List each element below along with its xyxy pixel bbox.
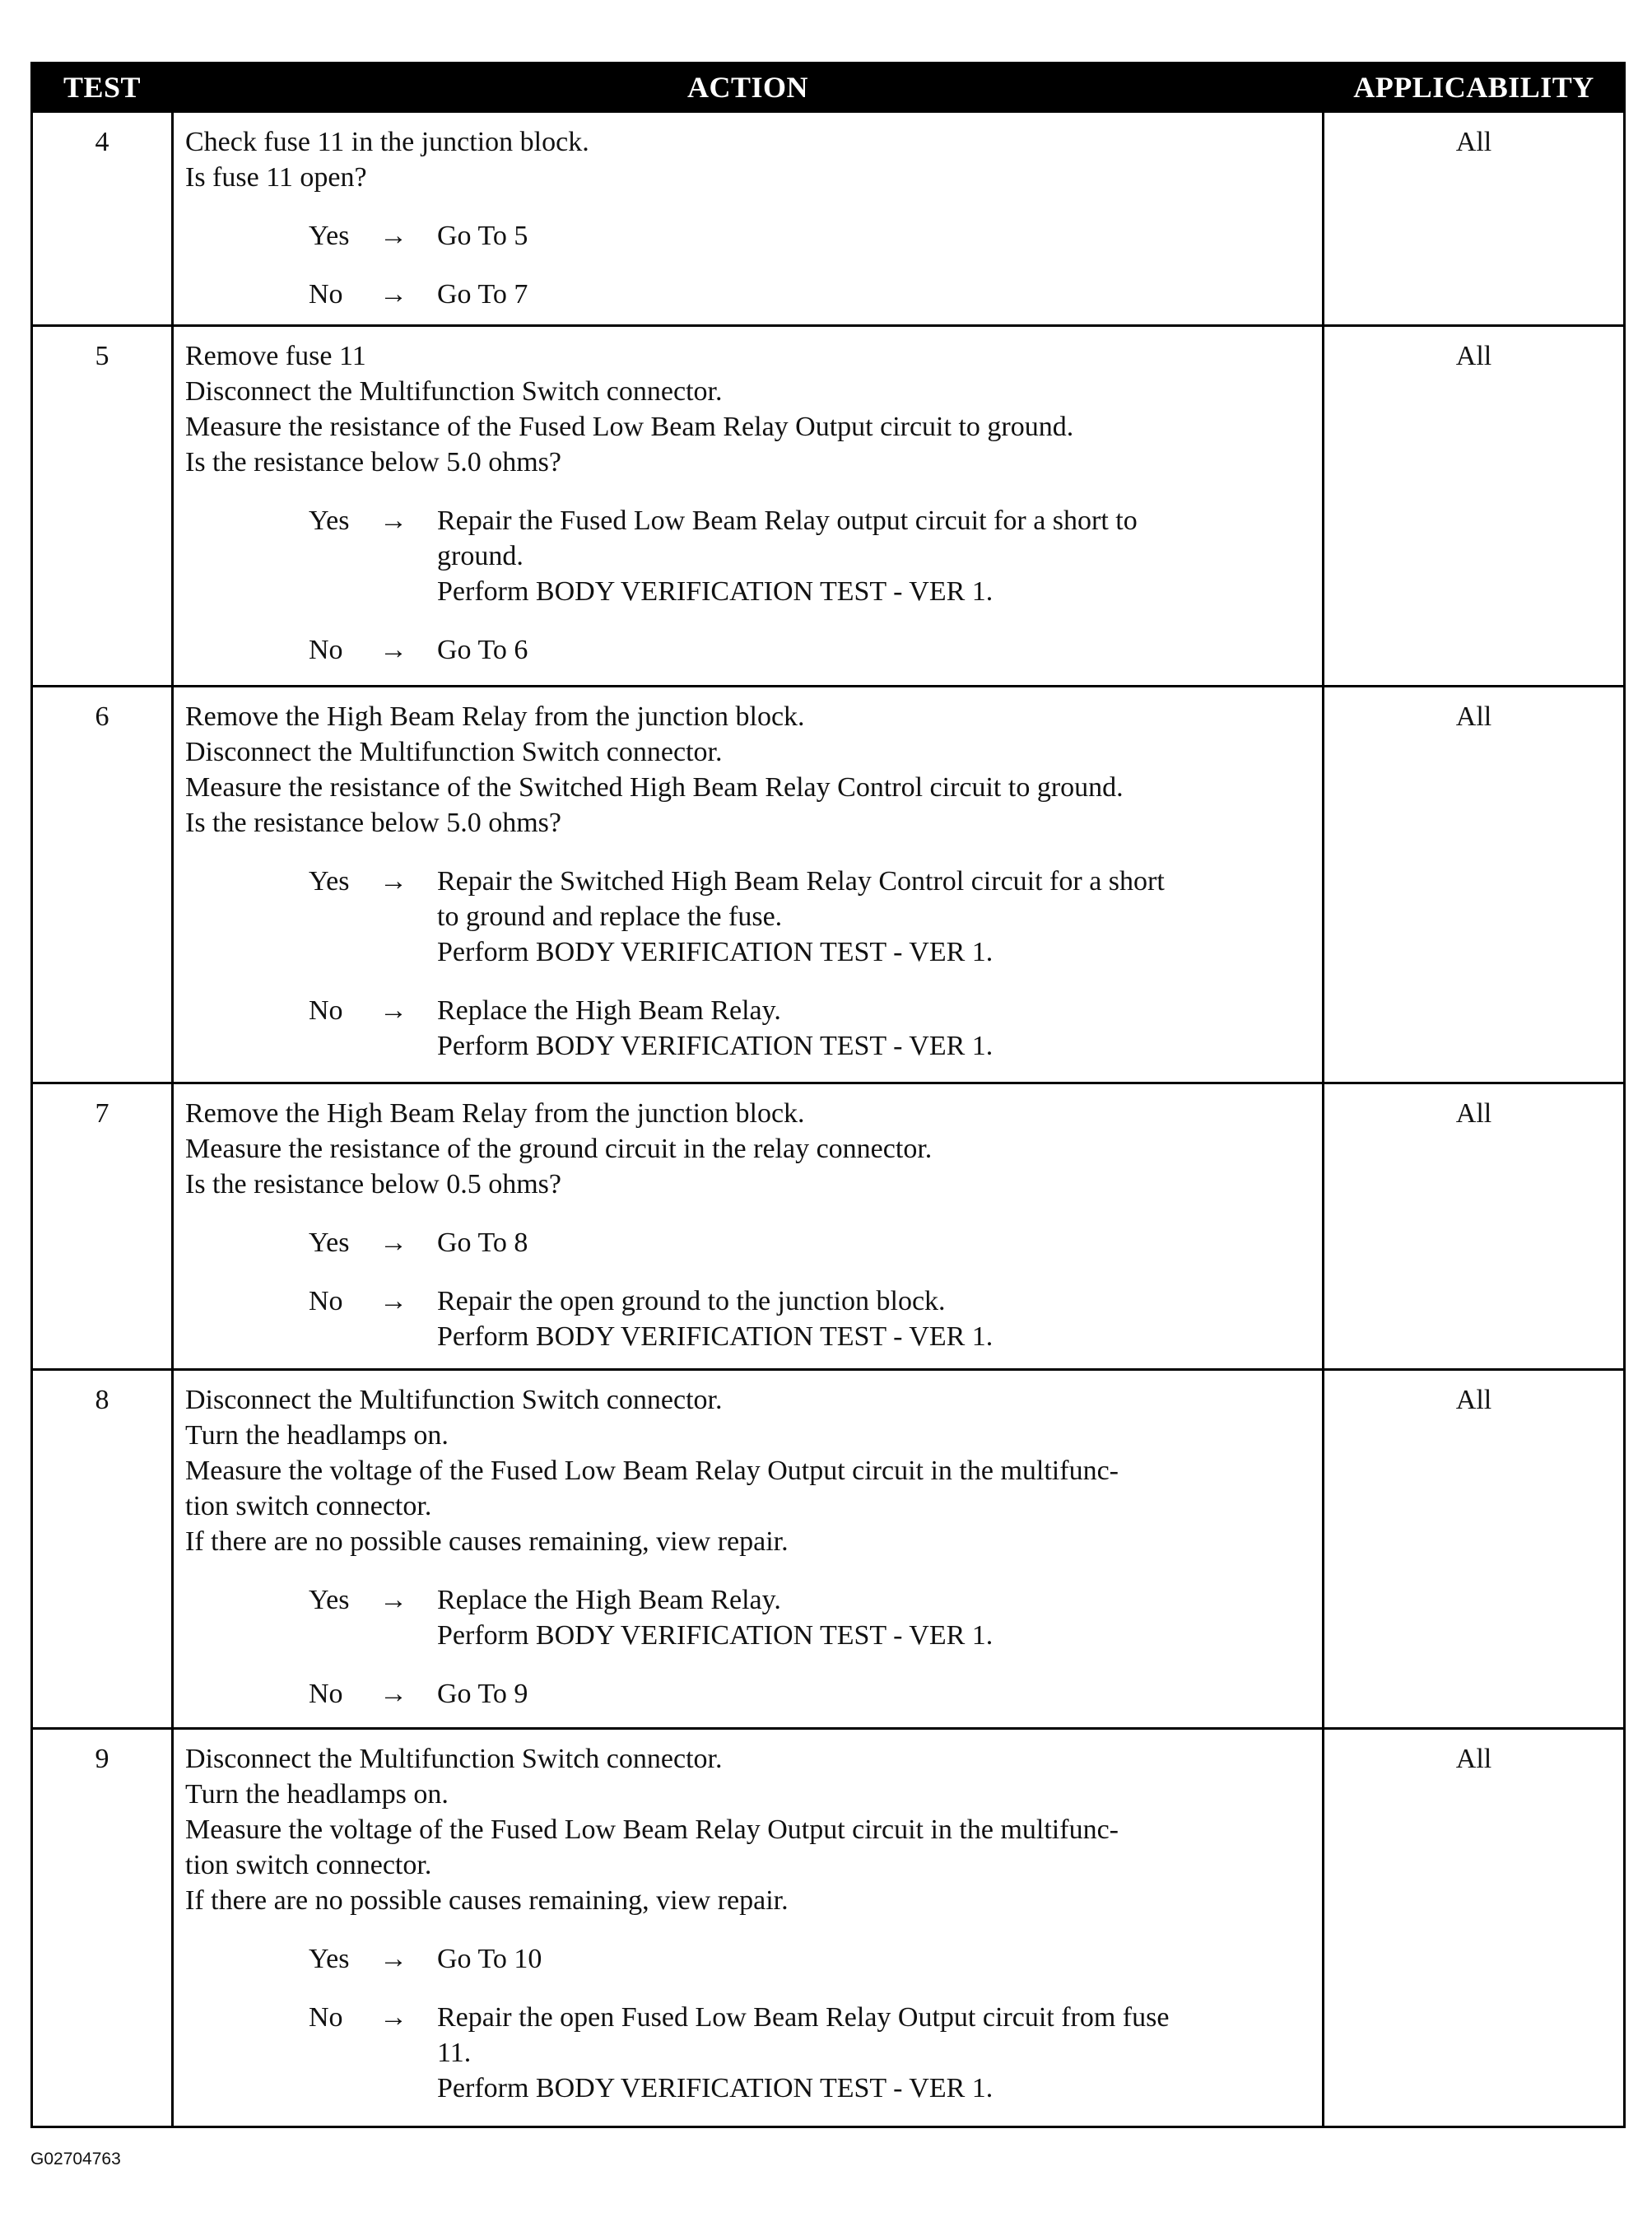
answer-result-line: Perform BODY VERIFICATION TEST - VER 1. — [437, 1031, 994, 1061]
answer-no — [185, 2000, 1314, 2106]
applicability-value: All — [1324, 1729, 1625, 2127]
test-number: 9 — [32, 1729, 173, 2127]
action-step-text: tion switch connector. — [185, 1491, 432, 1521]
answer-result — [437, 632, 1314, 668]
answer-result — [437, 1225, 1314, 1260]
answer-list — [185, 1225, 1314, 1354]
applicability-value: All — [1324, 687, 1625, 1083]
action-step-text: If there are no possible causes remaining, view repair. — [185, 1885, 789, 1916]
test-number: 5 — [32, 326, 173, 687]
arrow-icon: → — [379, 1585, 407, 1615]
action-step-text: Disconnect the Multifunction Switch connector. — [185, 376, 723, 407]
answer-no — [185, 1676, 1314, 1712]
answer-label: No — [309, 995, 343, 1026]
action-step-text: Is fuse 11 open? — [185, 162, 367, 193]
answer-result — [437, 277, 1314, 312]
answer-result — [437, 864, 1314, 970]
answer-result-line: 11. — [437, 2038, 472, 2068]
action-cell — [173, 1083, 1324, 1370]
action-cell — [173, 1370, 1324, 1729]
test-number: 6 — [32, 687, 173, 1083]
answer-result — [437, 503, 1314, 609]
diagnostic-test-table — [30, 62, 1626, 2128]
answer-result-line: Repair the Switched High Beam Relay Control circuit for a short — [437, 866, 1165, 897]
table-header-row — [32, 63, 1625, 112]
header-test: TEST — [32, 63, 173, 112]
answer-result-line: ground. — [437, 541, 524, 571]
action-step-text: Disconnect the Multifunction Switch connector. — [185, 737, 723, 767]
test-number: 8 — [32, 1370, 173, 1729]
arrow-icon: → — [379, 635, 407, 665]
answer-label: Yes — [309, 221, 350, 251]
action-step-text: Is the resistance below 5.0 ohms? — [185, 447, 561, 477]
table-row — [32, 1729, 1625, 2127]
answer-result — [437, 1676, 1314, 1712]
header-applicability: APPLICABILITY — [1324, 63, 1625, 112]
figure-code: G02704763 — [30, 2150, 121, 2168]
answer-result-line: Replace the High Beam Relay. — [437, 995, 781, 1026]
action-step-text: Disconnect the Multifunction Switch connector. — [185, 1744, 723, 1774]
answer-label: Yes — [309, 1227, 350, 1258]
answer-list — [185, 1582, 1314, 1712]
table-row — [32, 1370, 1625, 1729]
answer-label: Yes — [309, 1944, 350, 1974]
test-number: 7 — [32, 1083, 173, 1370]
arrow-icon: → — [379, 1227, 407, 1258]
answer-result-line: Go To 5 — [437, 221, 528, 251]
applicability-value: All — [1324, 1083, 1625, 1370]
table-row — [32, 112, 1625, 326]
answer-result — [437, 1582, 1314, 1653]
answer-yes — [185, 1225, 1314, 1260]
answer-result-line: Perform BODY VERIFICATION TEST - VER 1. — [437, 576, 994, 607]
answer-no — [185, 632, 1314, 668]
answer-label: No — [309, 2002, 343, 2033]
applicability-value: All — [1324, 1370, 1625, 1729]
answer-label: Yes — [309, 505, 350, 536]
table-row — [32, 326, 1625, 687]
answer-yes — [185, 864, 1314, 970]
arrow-icon: → — [379, 1944, 407, 1974]
answer-list — [185, 503, 1314, 668]
action-step-text: Remove the High Beam Relay from the junction block. — [185, 701, 805, 732]
action-step-text: Check fuse 11 in the junction block. — [185, 127, 589, 157]
action-step-text: Measure the resistance of the Fused Low Beam Relay Output circuit to ground. — [185, 412, 1074, 442]
answer-result-line: Go To 8 — [437, 1227, 528, 1258]
action-cell — [173, 687, 1324, 1083]
answer-result-line: Go To 10 — [437, 1944, 542, 1974]
arrow-icon: → — [379, 279, 407, 310]
table-row — [32, 1083, 1625, 1370]
action-cell — [173, 326, 1324, 687]
answer-label: No — [309, 1679, 343, 1709]
answer-result — [437, 218, 1314, 254]
action-step-text: If there are no possible causes remaining, view repair. — [185, 1526, 789, 1557]
answer-label: Yes — [309, 866, 350, 897]
action-step-text: tion switch connector. — [185, 1850, 432, 1880]
action-step-text: Remove fuse 11 — [185, 341, 366, 371]
answer-result-line: Go To 6 — [437, 635, 528, 665]
action-step-text: Is the resistance below 5.0 ohms? — [185, 808, 561, 838]
answer-yes — [185, 503, 1314, 609]
answer-result-line: Go To 9 — [437, 1679, 528, 1709]
answer-no — [185, 1283, 1314, 1354]
table-body — [32, 112, 1625, 2127]
answer-result-line: Repair the open ground to the junction block. — [437, 1286, 946, 1316]
arrow-icon: → — [379, 1286, 407, 1316]
answer-result-line: Perform BODY VERIFICATION TEST - VER 1. — [437, 1620, 994, 1651]
arrow-icon: → — [379, 995, 407, 1026]
action-step-text: Measure the resistance of the Switched High Beam Relay Control circuit to ground. — [185, 772, 1124, 803]
answer-no — [185, 277, 1314, 312]
answer-result-line: Perform BODY VERIFICATION TEST - VER 1. — [437, 2073, 994, 2103]
applicability-value: All — [1324, 112, 1625, 326]
answer-result-line: Go To 7 — [437, 279, 528, 310]
answer-list — [185, 864, 1314, 1064]
arrow-icon: → — [379, 221, 407, 251]
action-step-text: Turn the headlamps on. — [185, 1779, 449, 1810]
answer-result-line: Repair the Fused Low Beam Relay output circuit for a short to — [437, 505, 1138, 536]
answer-result-line: Repair the open Fused Low Beam Relay Output circuit from fuse — [437, 2002, 1170, 2033]
arrow-icon: → — [379, 1679, 407, 1709]
action-step-text: Measure the voltage of the Fused Low Beam Relay Output circuit in the multifunc- — [185, 1456, 1119, 1486]
answer-label: Yes — [309, 1585, 350, 1615]
arrow-icon: → — [379, 505, 407, 536]
applicability-value: All — [1324, 326, 1625, 687]
action-step-text: Measure the resistance of the ground circuit in the relay connector. — [185, 1134, 933, 1164]
answer-list — [185, 1941, 1314, 2106]
action-cell — [173, 112, 1324, 326]
table-row — [32, 687, 1625, 1083]
answer-result-line: Perform BODY VERIFICATION TEST - VER 1. — [437, 1321, 994, 1352]
header-action: ACTION — [173, 63, 1324, 112]
answer-result-line: Perform BODY VERIFICATION TEST - VER 1. — [437, 937, 994, 967]
answer-yes — [185, 1941, 1314, 1977]
action-step-text: Turn the headlamps on. — [185, 1420, 449, 1451]
answer-result — [437, 1941, 1314, 1977]
action-step-text: Is the resistance below 0.5 ohms? — [185, 1169, 561, 1200]
answer-result-line: Replace the High Beam Relay. — [437, 1585, 781, 1615]
answer-result — [437, 2000, 1314, 2106]
answer-label: No — [309, 279, 343, 310]
arrow-icon: → — [379, 866, 407, 897]
answer-yes — [185, 218, 1314, 254]
answer-label: No — [309, 635, 343, 665]
answer-no — [185, 993, 1314, 1064]
answer-result-line: to ground and replace the fuse. — [437, 901, 783, 932]
action-step-text: Measure the voltage of the Fused Low Beam Relay Output circuit in the multifunc- — [185, 1814, 1119, 1845]
action-step-text: Disconnect the Multifunction Switch connector. — [185, 1385, 723, 1415]
answer-label: No — [309, 1286, 343, 1316]
arrow-icon: → — [379, 2002, 407, 2033]
test-number: 4 — [32, 112, 173, 326]
answer-yes — [185, 1582, 1314, 1653]
action-step-text: Remove the High Beam Relay from the junction block. — [185, 1098, 805, 1129]
answer-result — [437, 1283, 1314, 1354]
answer-list — [185, 218, 1314, 312]
answer-result — [437, 993, 1314, 1064]
action-cell — [173, 1729, 1324, 2127]
